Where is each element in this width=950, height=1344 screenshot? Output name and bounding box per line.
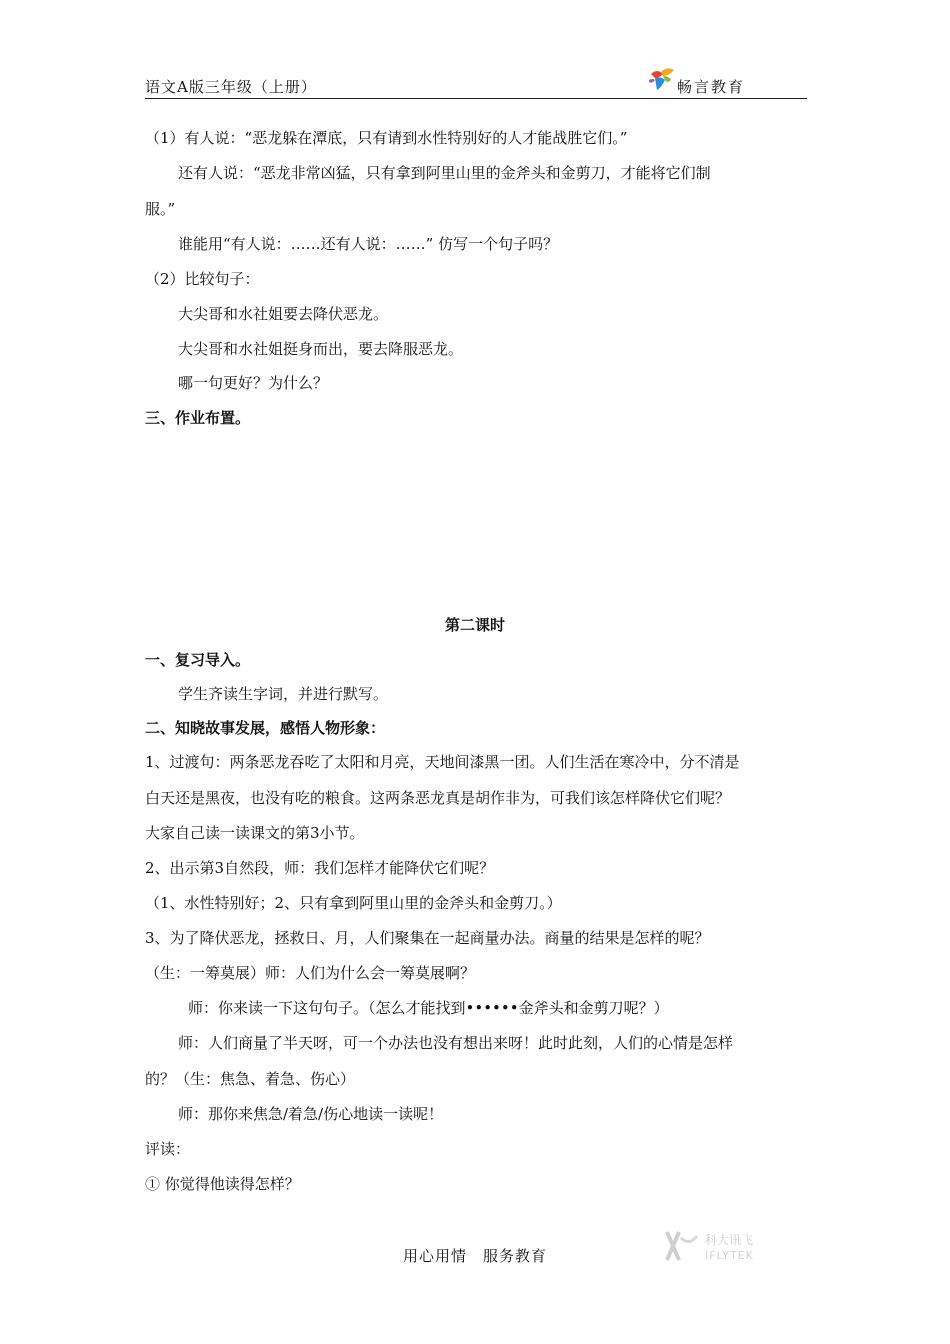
text-line-4: 谁能用“有人说：……还有人说：……” 仿写一个句子吗？ <box>178 235 559 253</box>
header-brand: 畅言教育 <box>676 78 745 96</box>
text-line-8: 哪一句更好？为什么？ <box>178 374 329 392</box>
text-line-5: （2）比较句子： <box>145 270 260 288</box>
text-line-1: （1）有人说：“恶龙躲在潭底，只有请到水性特别好的人才能战胜它们。” <box>145 129 628 147</box>
text-line-19: 的？（生：焦急、着急、伤心） <box>145 1070 356 1088</box>
section-heading-review: 一、复习导入。 <box>145 651 251 669</box>
text-line-20: 师：那你来焦急/着急/伤心地读一读呢！ <box>178 1105 444 1123</box>
page-header <box>145 64 807 99</box>
text-line-10: 1、过渡句：两条恶龙吞吃了太阳和月亮，天地间漆黑一团。人们生活在寒冷中，分不清是 <box>145 753 740 771</box>
iflytek-watermark <box>665 1228 785 1264</box>
text-line-3: 服。” <box>145 200 176 218</box>
page-footer: 用心用情 服务教育 <box>402 1247 547 1265</box>
text-line-2: 还有人说：“恶龙非常凶猛，只有拿到阿里山里的金斧头和金剪刀，才能将它们制 <box>178 164 711 182</box>
text-line-18: 师：人们商量了半天呀，可一个办法也没有想出来呀！此时此刻，人们的心情是怎样 <box>178 1034 734 1052</box>
text-line-22: ① 你觉得他读得怎样？ <box>145 1175 300 1193</box>
text-line-6: 大尖哥和水社姐要去降伏恶龙。 <box>178 305 389 323</box>
text-line-21: 评读： <box>145 1140 191 1158</box>
iflytek-en-text: IFLYTEK <box>705 1249 754 1262</box>
header-book-title: 语文A版三年级（上册） <box>145 78 317 96</box>
text-line-7: 大尖哥和水社姐挺身而出，要去降服恶龙。 <box>178 340 464 358</box>
text-line-9: 学生齐读生字词，并进行默写。 <box>178 685 389 703</box>
text-line-16: （生：一筹莫展）师：人们为什么会一筹莫展啊？ <box>145 964 476 982</box>
section-heading-homework: 三、作业布置。 <box>145 409 251 427</box>
text-line-15: 3、为了降伏恶龙，拯救日、月，人们聚集在一起商量办法。商量的结果是怎样的呢？ <box>145 929 710 947</box>
iflytek-cn-text: 科大讯飞 <box>705 1233 754 1247</box>
section-heading-story: 二、知晓故事发展，感悟人物形象： <box>145 719 386 737</box>
iflytek-logo-icon <box>665 1228 785 1264</box>
text-line-13: 2、出示第3自然段，师：我们怎样才能降伏它们呢？ <box>145 859 495 877</box>
text-line-14: （1、水性特别好；2、只有拿到阿里山里的金斧头和金剪刀。） <box>145 894 562 912</box>
text-line-17: 师：你来读一下这句句子。（怎么才能找到••••••金斧头和金剪刀呢？） <box>188 999 669 1017</box>
changyan-logo-icon <box>647 66 677 92</box>
lesson-title: 第二课时 <box>444 616 505 634</box>
text-line-12: 大家自己读一读课文的第3小节。 <box>145 824 365 842</box>
text-line-11: 白天还是黑夜，也没有吃的粮食。这两条恶龙真是胡作非为，可我们该怎样降伏它们呢？ <box>145 789 731 807</box>
